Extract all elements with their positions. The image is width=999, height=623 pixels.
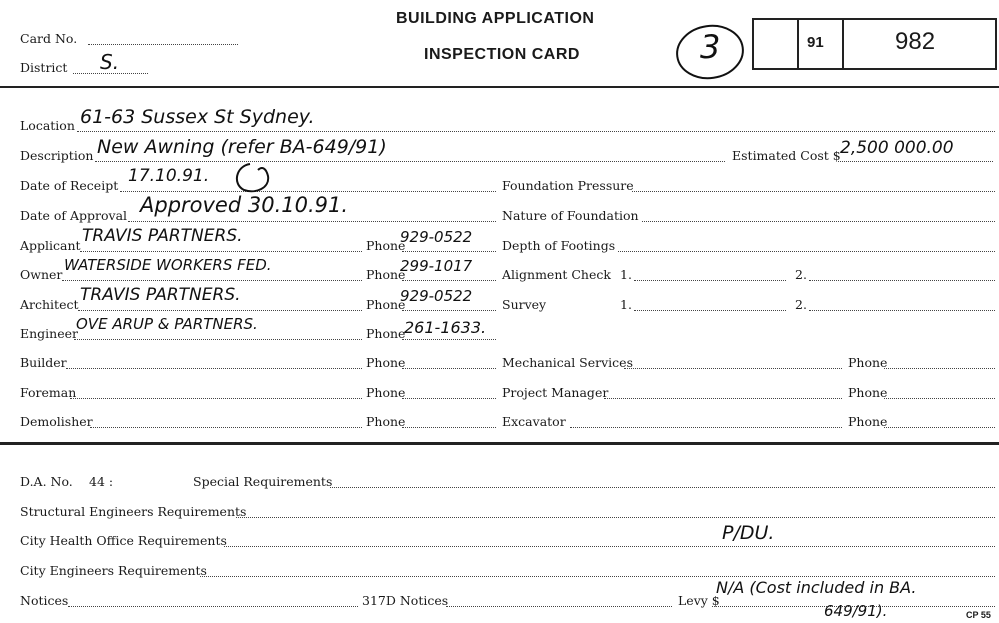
project-manager-field[interactable] <box>604 398 842 399</box>
engineer-phone-field[interactable] <box>402 339 496 340</box>
builder-field[interactable] <box>66 368 362 369</box>
section-divider <box>0 442 999 445</box>
description-value: New Awning (refer BA-649/91) <box>97 136 387 158</box>
date-receipt-value: 17.10.91. <box>128 166 210 186</box>
form-title-line2: INSPECTION CARD <box>424 46 580 63</box>
card-number: 982 <box>895 28 936 55</box>
description-field[interactable] <box>95 161 725 162</box>
project-manager-label: Project Manager <box>502 385 609 400</box>
alignment-item-1-field[interactable] <box>634 280 786 281</box>
mechanical-label: Mechanical Services <box>502 355 633 370</box>
applicant-phone-value: 929-0522 <box>400 228 473 246</box>
mechanical-field[interactable] <box>624 368 842 369</box>
builder-phone-label: Phone <box>366 355 406 370</box>
mechanical-phone-field[interactable] <box>884 368 995 369</box>
applicant-value: TRAVIS PARTNERS. <box>82 226 243 246</box>
applicant-phone-field[interactable] <box>402 251 496 252</box>
nature-foundation-label: Nature of Foundation <box>502 208 639 223</box>
owner-phone-field[interactable] <box>402 280 496 281</box>
survey-item-1-label: 1. <box>620 297 632 312</box>
card-no-label: Card No. <box>20 31 78 46</box>
alignment-item-2-label: 2. <box>795 267 807 282</box>
city-eng-req-field[interactable] <box>200 576 995 577</box>
foreman-phone-label: Phone <box>366 385 406 400</box>
notices-317d-field[interactable] <box>446 606 672 607</box>
card-no-field[interactable] <box>88 44 238 45</box>
foundation-pressure-label: Foundation Pressure <box>502 178 634 193</box>
levy-value: N/A (Cost included in BA. <box>716 578 917 597</box>
foreman-field[interactable] <box>70 398 362 399</box>
card-number-box <box>752 18 997 70</box>
structural-req-label: Structural Engineers Requirements <box>20 504 247 519</box>
mechanical-phone-label: Phone <box>848 355 888 370</box>
card-number-divider-2 <box>842 20 844 68</box>
demolisher-field[interactable] <box>90 427 362 428</box>
card-year: 91 <box>807 34 824 51</box>
receipt-loop-mark <box>228 160 278 196</box>
builder-label: Builder <box>20 355 67 370</box>
da-number-label: D.A. No. <box>20 474 73 489</box>
notices-field[interactable] <box>68 606 358 607</box>
project-manager-phone-label: Phone <box>848 385 888 400</box>
description-label: Description <box>20 148 94 163</box>
header-divider <box>0 86 999 88</box>
nature-foundation-field[interactable] <box>642 221 995 222</box>
depth-footings-label: Depth of Footings <box>502 238 616 253</box>
date-approval-label: Date of Approval <box>20 208 128 223</box>
survey-item-2-label: 2. <box>795 297 807 312</box>
foundation-pressure-field[interactable] <box>632 191 995 192</box>
date-approval-field[interactable] <box>128 221 496 222</box>
district-label: District <box>20 60 68 75</box>
location-label: Location <box>20 118 75 133</box>
architect-field[interactable] <box>78 310 362 311</box>
district-value: S. <box>100 50 120 74</box>
demolisher-label: Demolisher <box>20 414 93 429</box>
owner-phone-value: 299-1017 <box>400 257 473 275</box>
health-req-label: City Health Office Requirements <box>20 533 227 548</box>
notices-label: Notices <box>20 593 69 608</box>
demolisher-phone-label: Phone <box>366 414 406 429</box>
alignment-item-1-label: 1. <box>620 267 632 282</box>
survey-item-1-field[interactable] <box>634 310 786 311</box>
applicant-field[interactable] <box>80 251 362 252</box>
owner-field[interactable] <box>62 280 362 281</box>
levy-value-cont: 649/91). <box>824 602 888 620</box>
engineer-field[interactable] <box>74 339 362 340</box>
architect-value: TRAVIS PARTNERS. <box>80 285 241 305</box>
levy-label: Levy $ <box>678 593 720 608</box>
date-receipt-field[interactable] <box>120 191 496 192</box>
architect-label: Architect <box>20 297 79 312</box>
special-req-field[interactable] <box>330 487 995 488</box>
excavator-phone-field[interactable] <box>884 427 995 428</box>
depth-footings-field[interactable] <box>618 251 995 252</box>
location-field[interactable] <box>77 131 995 132</box>
date-approval-value: Approved 30.10.91. <box>140 193 349 217</box>
form-title-line1: BUILDING APPLICATION <box>396 10 595 27</box>
applicant-label: Applicant <box>20 238 81 253</box>
estimated-cost-label: Estimated Cost $ <box>732 148 841 163</box>
owner-label: Owner <box>20 267 63 282</box>
architect-phone-field[interactable] <box>402 310 496 311</box>
engineer-phone-value: 261-1633. <box>404 318 487 337</box>
location-value: 61-63 Sussex St Sydney. <box>80 106 315 128</box>
estimated-cost-field[interactable] <box>838 161 993 162</box>
alignment-item-2-field[interactable] <box>809 280 995 281</box>
health-req-value: P/DU. <box>722 522 775 544</box>
survey-item-2-field[interactable] <box>809 310 995 311</box>
da-number-value: 44 : <box>89 474 114 489</box>
date-receipt-label: Date of Receipt <box>20 178 119 193</box>
estimated-cost-value: 2,500 000.00 <box>840 138 954 158</box>
project-manager-phone-field[interactable] <box>884 398 995 399</box>
form-code: CP 55 <box>966 610 991 620</box>
city-eng-req-label: City Engineers Requirements <box>20 563 207 578</box>
architect-phone-value: 929-0522 <box>400 287 473 305</box>
demolisher-phone-field[interactable] <box>402 427 496 428</box>
notices-317d-label: 317D Notices <box>362 593 449 608</box>
foreman-phone-field[interactable] <box>402 398 496 399</box>
engineer-value: OVE ARUP & PARTNERS. <box>76 315 258 333</box>
architect-phone-label: Phone <box>366 297 406 312</box>
engineer-label: Engineer <box>20 326 78 341</box>
structural-req-field[interactable] <box>236 517 995 518</box>
circled-number: 3 <box>700 28 721 66</box>
excavator-field[interactable] <box>570 427 842 428</box>
card-number-divider-1 <box>797 20 799 68</box>
foreman-label: Foreman <box>20 385 77 400</box>
health-req-field[interactable] <box>224 546 995 547</box>
owner-value: WATERSIDE WORKERS FED. <box>64 256 272 274</box>
builder-phone-field[interactable] <box>402 368 496 369</box>
owner-phone-label: Phone <box>366 267 406 282</box>
excavator-phone-label: Phone <box>848 414 888 429</box>
survey-label: Survey <box>502 297 547 312</box>
engineer-phone-label: Phone <box>366 326 406 341</box>
excavator-label: Excavator <box>502 414 566 429</box>
applicant-phone-label: Phone <box>366 238 406 253</box>
special-req-label: Special Requirements <box>193 474 333 489</box>
alignment-check-label: Alignment Check <box>502 267 611 282</box>
